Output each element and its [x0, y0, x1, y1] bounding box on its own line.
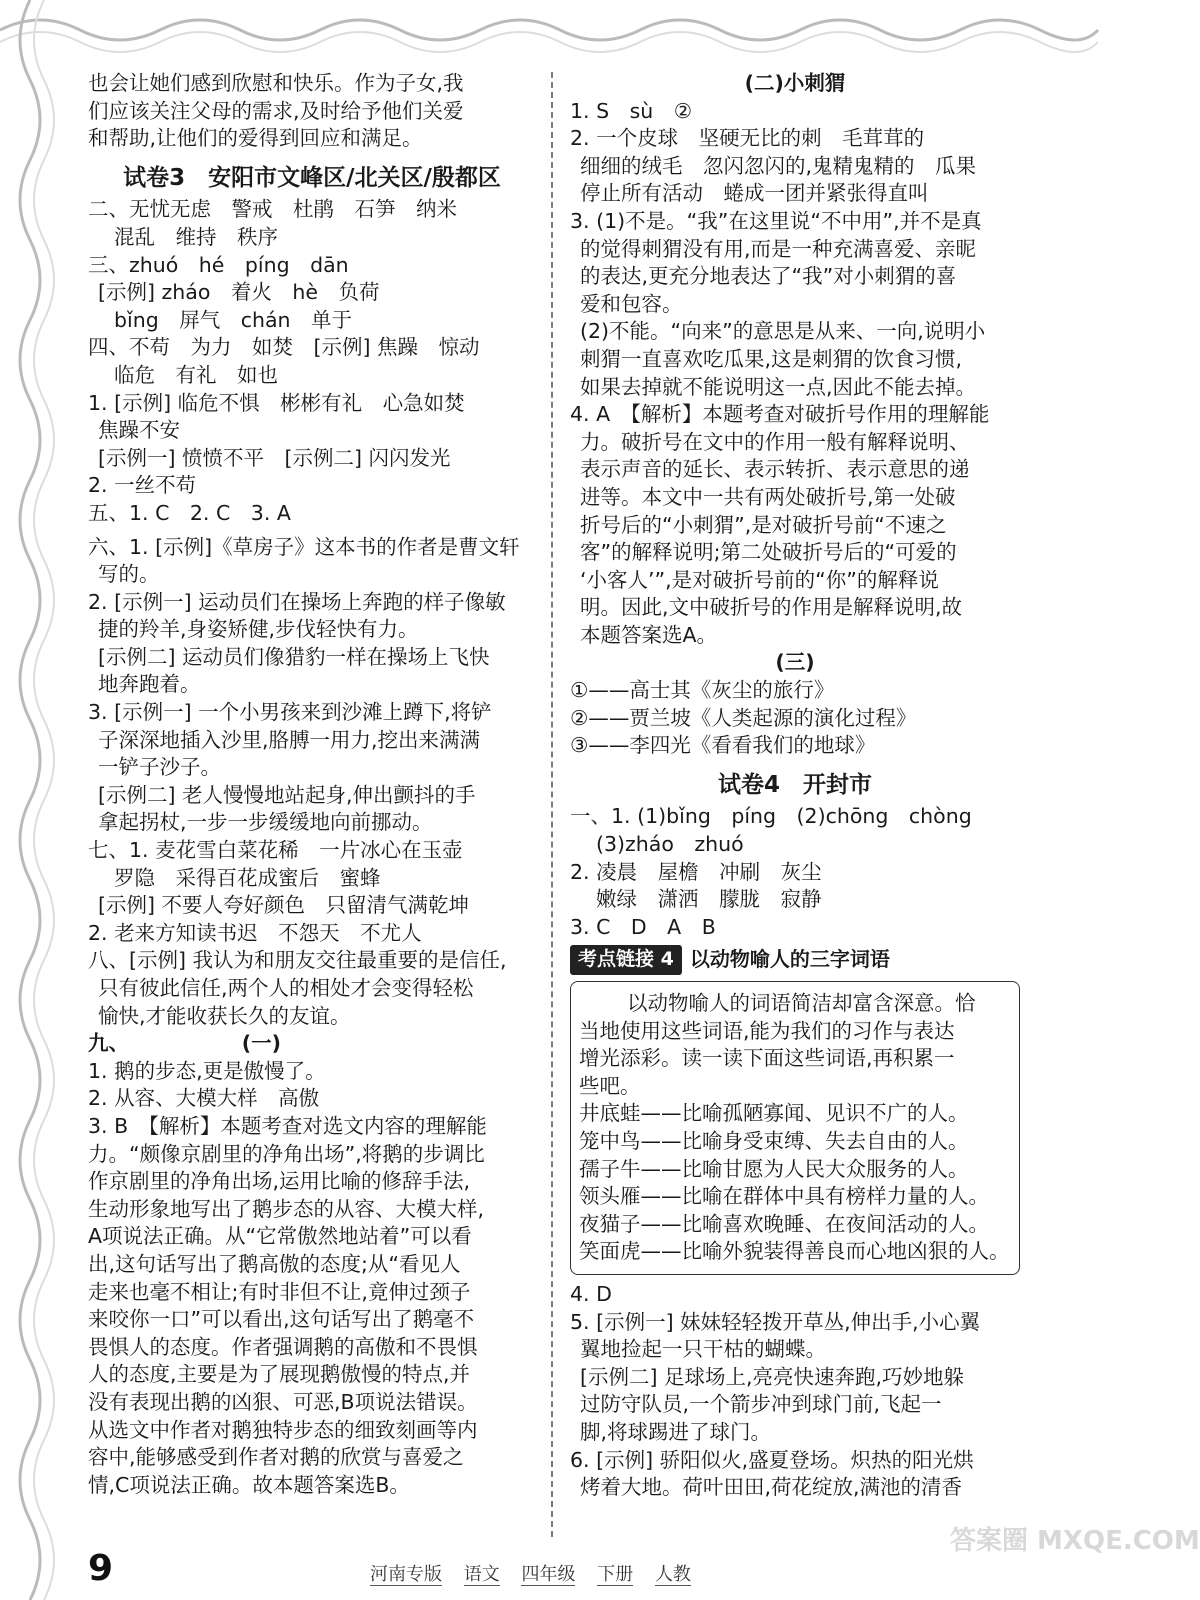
- answer-line: 愉快,才能收获长久的友谊。: [98, 1003, 351, 1028]
- answer-line: 只有彼此信任,两个人的相处才会变得轻松: [98, 976, 474, 1000]
- answer-line: 2. 从容、大模大样 高傲: [88, 1086, 320, 1111]
- answer-line: ③——李四光《看看我们的地球》: [570, 733, 876, 758]
- decorative-border-left: [0, 0, 70, 1600]
- box-line: 夜猫子——比喻喜欢晚睡、在夜间活动的人。: [579, 1211, 989, 1236]
- answer-line: 3. (1)不是。“我”在这里说“不中用”,并不是真: [570, 208, 982, 233]
- box-line: 笼中鸟——比喻身受束缚、失去自由的人。: [579, 1128, 969, 1153]
- answer-line: [示例一] 愤愤不平 [示例二] 闪闪发光: [98, 445, 451, 470]
- text-line: 也会让她们感到欣慰和快乐。作为子女,我: [88, 71, 464, 95]
- answer-line: 三、zhuó hé píng dān: [88, 252, 349, 277]
- answer-line: 从选文中作者对鹅独特步态的细致刻画等内: [88, 1417, 478, 1442]
- answer-line: 没有表现出鹅的凶狠、可恶,B项说法错误。: [88, 1389, 478, 1414]
- answer-line: [示例二] 老人慢慢地站起身,伸出颤抖的手: [98, 782, 476, 807]
- box-line: 当地使用这些词语,能为我们的习作与表达: [579, 1018, 955, 1043]
- answer-line: 来咬你一口”可以看出,这句话写出了鹅毫不: [88, 1307, 475, 1332]
- answer-line: 脚,将球踢进了球门。: [580, 1419, 772, 1444]
- answer-line: 的觉得刺猬没有用,而是一种充满喜爱、亲昵: [580, 236, 977, 261]
- answer-line: 七、1. 麦花雪白菜花稀 一片冰心在玉壶: [88, 838, 463, 863]
- page-footer: [70, 1548, 1030, 1588]
- answer-line: [示例] zháo 着火 hè 负荷: [98, 280, 380, 305]
- answer-line: 临危 有礼 如也: [114, 362, 278, 387]
- knowledge-link-box: [570, 981, 1020, 1275]
- answer-line: 折号后的“小刺猬”,是对破折号前“不速之: [580, 512, 947, 537]
- answer-line: (3)zháo zhuó: [596, 832, 744, 857]
- answer-line: 混乱 维持 秩序: [114, 224, 278, 249]
- answer-line: 容中,能够感受到作者对鹅的欣赏与喜爱之: [88, 1445, 464, 1470]
- answer-line: 地奔跑着。: [98, 672, 201, 697]
- answer-line: [示例二] 运动员们像猎豹一样在操场上飞快: [98, 644, 490, 669]
- answer-line: 焦躁不安: [98, 418, 180, 443]
- section-title-exam4: 试卷4 开封市: [717, 771, 872, 798]
- answer-line: 6. [示例] 骄阳似火,盛夏登场。炽热的阳光烘: [570, 1447, 974, 1472]
- answer-line: 子深深地插入沙里,胳膊一用力,挖出来满满: [98, 727, 481, 752]
- answer-line: 4. A 【解析】本题考查对破折号作用的理解能: [570, 402, 990, 427]
- box-line: 孺子牛——比喻甘愿为人民大众服务的人。: [579, 1156, 969, 1181]
- answer-line: 一铲子沙子。: [98, 755, 221, 780]
- answer-line: 本题答案选A。: [580, 622, 718, 647]
- answer-line: A项说法正确。从“它常傲然地站着”可以看: [88, 1224, 472, 1249]
- answer-line: 拿起拐杖,一步一步缓缓地向前挪动。: [98, 810, 433, 835]
- answer-line: 2. 凌晨 屋檐 冲刷 灰尘: [570, 859, 822, 884]
- answer-line: 客”的解释说明;第二处破折号后的“可爱的: [580, 540, 957, 565]
- right-column: [570, 70, 1020, 1502]
- answer-line: bǐng 屏气 chán 单于: [114, 307, 353, 332]
- answer-line: 九、 (一): [88, 1031, 281, 1056]
- answer-line: (2)不能。“向来”的意思是从来、一向,说明小: [580, 319, 986, 344]
- answer-line: 1. S sù ②: [570, 98, 693, 123]
- answer-line: 情,C项说法正确。故本题答案选B。: [88, 1472, 410, 1497]
- answer-line: 刺猬一直喜欢吃瓜果,这是刺猬的饮食习惯,: [580, 346, 963, 371]
- knowledge-link-title: 以动物喻人的三字词语: [689, 947, 890, 972]
- decorative-border-top: [0, 0, 1098, 70]
- answer-line: 畏惧人的态度。作者强调鹅的高傲和不畏惧: [88, 1334, 478, 1359]
- answer-line: 4. D: [570, 1281, 612, 1306]
- answer-line: 明。因此,文中破折号的作用是解释说明,故: [580, 595, 963, 620]
- footer-subject: 语文: [463, 1564, 500, 1585]
- answer-line: ‘小客人’”,是对破折号前的“你”的解释说: [580, 567, 939, 592]
- box-line: 井底蛙——比喻孤陋寡闻、见识不广的人。: [579, 1101, 969, 1126]
- box-line: 领头雁——比喻在群体中具有榜样力量的人。: [579, 1184, 989, 1209]
- knowledge-link-header: [570, 945, 1020, 975]
- answer-line: 出,这句话写出了鹅高傲的态度;从“看见人: [88, 1251, 461, 1276]
- text-line: 们应该关注父母的需求,及时给予他们关爱: [88, 98, 464, 123]
- answer-line: 3. [示例一] 一个小男孩来到沙滩上蹲下,将铲: [88, 700, 492, 725]
- box-line: 些吧。: [579, 1073, 641, 1098]
- answer-line: 停止所有活动 蜷成一团并紧张得直叫: [580, 181, 929, 206]
- knowledge-link-badge: 考点链接 4: [570, 945, 682, 975]
- answer-line: 生动形象地写出了鹅步态的从容、大模大样,: [88, 1196, 485, 1221]
- answer-line: 二、无忧无虑 警戒 杜鹃 石笋 纳米: [88, 197, 457, 222]
- answer-line: 五、1. C 2. C 3. A: [88, 500, 291, 525]
- section-title-exam3: 试卷3 安阳市文峰区/北关区/殷都区: [123, 164, 501, 191]
- answer-line: 六、1. [示例]《草房子》这本书的作者是曹文轩: [88, 534, 520, 559]
- answer-line: 人的态度,主要是为了展现鹅傲慢的特点,并: [88, 1362, 471, 1387]
- answer-line: 2. 老来方知读书迟 不怨天 不尤人: [88, 920, 422, 945]
- footer-edition: 人教: [654, 1564, 691, 1585]
- answer-line: 力。破折号在文中的作用一般有解释说明、: [580, 429, 970, 454]
- answer-line: 作京剧里的净角出场,运用比喻的修辞手法,: [88, 1169, 471, 1194]
- answer-line: [示例] 不要人夸好颜色 只留清气满乾坤: [98, 893, 470, 918]
- answer-line: 写的。: [98, 562, 160, 587]
- watermark: 答案圈 MXQE.COM: [950, 1526, 1200, 1556]
- answer-line: 四、不苟 为力 如焚 [示例] 焦躁 惊动: [88, 335, 480, 360]
- answer-line: 罗隐 采得百花成蜜后 蜜蜂: [114, 865, 381, 890]
- answer-line: 如果去掉就不能说明这一点,因此不能去掉。: [580, 374, 977, 399]
- answer-line: 3. C D A B: [570, 914, 716, 939]
- box-line: 以动物喻人的词语简洁却富含深意。恰: [627, 991, 976, 1015]
- footer-volume: 下册: [597, 1564, 634, 1585]
- answer-line: [示例二] 足球场上,亮亮快速奔跑,巧妙地躲: [580, 1364, 965, 1389]
- subsection-title: (二)小刺猬: [744, 71, 846, 95]
- footer-region: 河南专版: [370, 1564, 442, 1585]
- footer-info: [370, 1560, 707, 1586]
- answer-line: 过防守队员,一个箭步冲到球门前,飞起一: [580, 1392, 942, 1417]
- answer-line: 2. 一丝不苟: [88, 473, 197, 498]
- page-number: 9: [88, 1548, 114, 1589]
- column-divider: [551, 72, 553, 1537]
- text-line: 和帮助,让他们的爱得到回应和满足。: [88, 126, 423, 151]
- footer-grade: 四年级: [521, 1564, 576, 1585]
- answer-line: 3. B 【解析】本题考查对选文内容的理解能: [88, 1113, 487, 1138]
- answer-line: 1. [示例] 临危不惧 彬彬有礼 心急如焚: [88, 390, 465, 415]
- answer-line: 2. [示例一] 运动员们在操场上奔跑的样子像敏: [88, 589, 506, 614]
- answer-line: 捷的羚羊,身姿矫健,步伐轻快有力。: [98, 617, 419, 642]
- answer-line: 八、[示例] 我认为和朋友交往最重要的是信任,: [88, 948, 507, 973]
- box-line: 笑面虎——比喻外貌装得善良而心地凶狠的人。: [579, 1239, 1010, 1264]
- subsection-title: (三): [775, 650, 815, 675]
- answer-line: 一、1. (1)bǐng píng (2)chōng chòng: [570, 804, 972, 829]
- answer-line: 烤着大地。荷叶田田,荷花绽放,满池的清香: [580, 1475, 963, 1500]
- answer-line: 走来也毫不相让;有时非但不让,竟伸过颈子: [88, 1279, 471, 1304]
- left-column: [88, 70, 536, 1499]
- answer-line: 的表达,更充分地表达了“我”对小刺猬的喜: [580, 264, 957, 289]
- answer-line: ②——贾兰坡《人类起源的演化过程》: [570, 705, 917, 730]
- answer-line: 嫩绿 潇洒 朦胧 寂静: [596, 887, 822, 912]
- answer-line: 5. [示例一] 妹妹轻轻拨开草丛,伸出手,小心翼: [570, 1309, 981, 1334]
- answer-line: 2. 一个皮球 坚硬无比的刺 毛茸茸的: [570, 126, 925, 151]
- box-line: 增光添彩。读一读下面这些词语,再积累一: [579, 1046, 955, 1071]
- answer-line: 进等。本文中一共有两处破折号,第一处破: [580, 484, 956, 509]
- answer-line: 爱和包容。: [580, 291, 683, 316]
- answer-line: 细细的绒毛 忽闪忽闪的,鬼精鬼精的 瓜果: [580, 153, 977, 178]
- answer-line: 力。“颇像京剧里的净角出场”,将鹅的步调比: [88, 1141, 485, 1166]
- answer-line: 翼地捡起一只干枯的蝴蝶。: [580, 1337, 826, 1362]
- answer-line: 1. 鹅的步态,更是傲慢了。: [88, 1058, 326, 1083]
- answer-line: ①——高士其《灰尘的旅行》: [570, 678, 835, 703]
- answer-line: 表示声音的延长、表示转折、表示意思的递: [580, 457, 970, 482]
